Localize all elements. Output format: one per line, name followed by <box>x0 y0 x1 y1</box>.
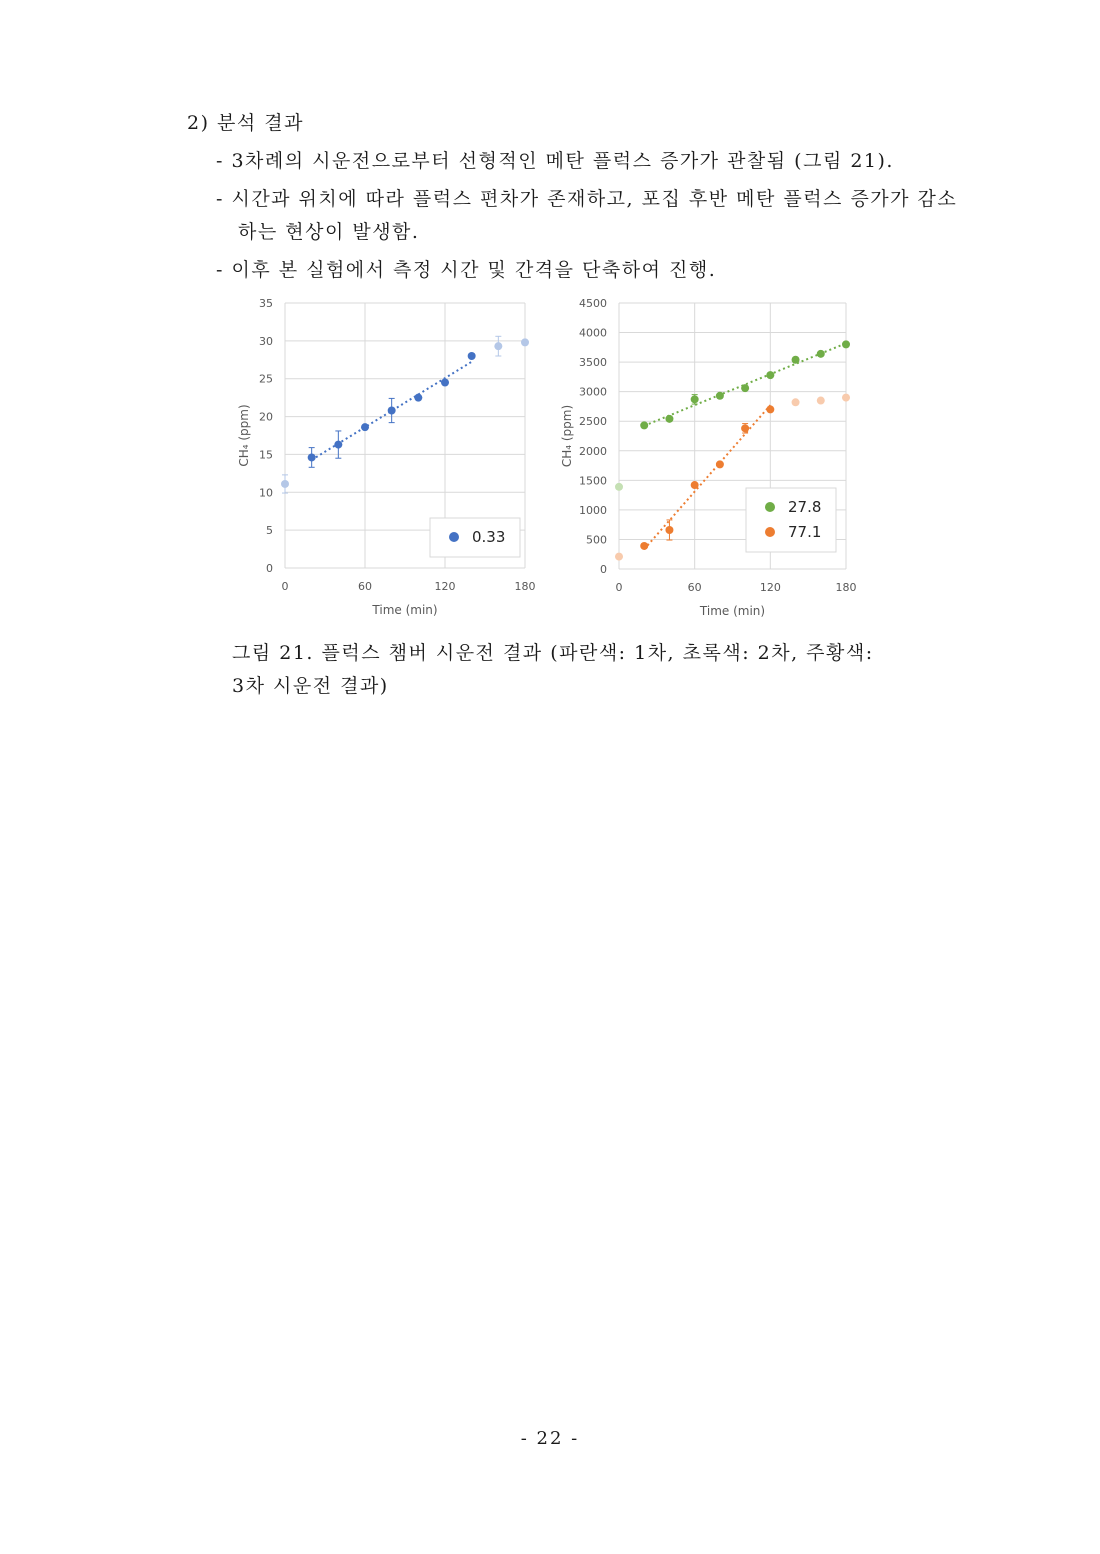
data-point <box>691 481 699 489</box>
y-tick-label: 4000 <box>579 326 607 340</box>
y-tick-label: 2500 <box>579 415 607 429</box>
data-point <box>388 407 396 415</box>
bullet-shortened-interval: - 이후 본 실험에서 측정 시간 및 간격을 단축하여 진행. <box>216 259 717 281</box>
y-tick-label: 20 <box>259 410 273 424</box>
data-point <box>766 405 774 413</box>
data-point <box>494 342 502 350</box>
x-tick-label: 180 <box>514 580 536 593</box>
y-tick-label: 35 <box>259 297 273 310</box>
data-point <box>615 483 623 491</box>
chart-run2-run3-svg <box>555 290 860 625</box>
legend-marker-27.8 <box>765 502 775 512</box>
data-point <box>716 460 724 468</box>
y-axis-label: CH₄ (ppm) <box>237 404 251 467</box>
y-tick-label: 3500 <box>579 356 607 370</box>
data-point <box>521 338 529 346</box>
chart-run1 <box>232 290 536 629</box>
x-tick-label: 120 <box>434 580 456 593</box>
y-tick-label: 4500 <box>579 297 607 310</box>
data-point <box>334 441 342 449</box>
data-point <box>817 350 825 358</box>
y-tick-label: 25 <box>259 372 273 386</box>
y-tick-label: 0 <box>600 563 607 576</box>
data-point <box>308 453 316 461</box>
x-tick-label: 0 <box>615 581 623 594</box>
y-tick-label: 1500 <box>579 474 607 488</box>
data-point <box>817 397 825 405</box>
x-tick-label: 60 <box>687 581 702 594</box>
legend-label: 0.33 <box>472 528 506 546</box>
data-point <box>691 395 699 403</box>
y-tick-label: 15 <box>259 448 273 462</box>
data-point <box>640 421 648 429</box>
page-number: - 22 - <box>520 1428 580 1449</box>
data-point <box>665 415 673 423</box>
y-tick-label: 3000 <box>579 385 607 399</box>
legend-marker-77.1 <box>765 527 775 537</box>
bullet-linear-increase: - 3차례의 시운전으로부터 선형적인 메탄 플럭스 증가가 관찰됨 (그림 21). <box>216 150 894 172</box>
data-point <box>716 392 724 400</box>
data-point <box>792 398 800 406</box>
bullet-flux-deviation-continued: 하는 현상이 발생함. <box>238 221 420 243</box>
data-point <box>361 423 369 431</box>
data-point <box>665 526 673 534</box>
data-point <box>615 553 623 561</box>
bullet-flux-deviation: - 시간과 위치에 따라 플럭스 편차가 존재하고, 포집 후반 메탄 플럭스 증가가 감소 <box>216 188 958 210</box>
y-tick-label: 500 <box>586 533 607 547</box>
data-point <box>842 340 850 348</box>
data-point <box>792 356 800 364</box>
data-point <box>842 394 850 402</box>
data-point <box>414 394 422 402</box>
y-tick-label: 5 <box>266 524 273 538</box>
section-heading: 2) 분석 결과 <box>187 112 304 134</box>
y-tick-label: 30 <box>259 334 273 348</box>
y-tick-label: 2000 <box>579 444 607 458</box>
x-tick-label: 60 <box>358 580 372 593</box>
x-axis-label: Time (min) <box>372 603 438 617</box>
chart-run2-run3 <box>555 290 860 629</box>
chart-run1-svg <box>232 290 536 625</box>
y-axis-label: CH₄ (ppm) <box>560 404 574 468</box>
x-axis-label: Time (min) <box>699 604 766 618</box>
data-point <box>741 384 749 392</box>
x-tick-label: 120 <box>759 581 781 594</box>
y-tick-label: 0 <box>266 562 273 575</box>
y-tick-label: 10 <box>259 486 273 500</box>
data-point <box>441 379 449 387</box>
figure-caption-continued: 3차 시운전 결과) <box>232 675 389 697</box>
data-point <box>468 352 476 360</box>
figure-caption: 그림 21. 플럭스 챔버 시운전 결과 (파란색: 1차, 초록색: 2차, 주황색: <box>232 642 874 664</box>
data-point <box>281 480 289 488</box>
y-tick-label: 1000 <box>579 503 607 517</box>
data-point <box>766 371 774 379</box>
legend-marker-0.33 <box>449 532 459 542</box>
data-point <box>640 542 648 550</box>
x-tick-label: 180 <box>835 581 857 594</box>
legend-label: 77.1 <box>788 523 822 541</box>
legend-label: 27.8 <box>788 498 822 516</box>
data-point <box>741 424 749 432</box>
x-tick-label: 0 <box>281 580 289 593</box>
